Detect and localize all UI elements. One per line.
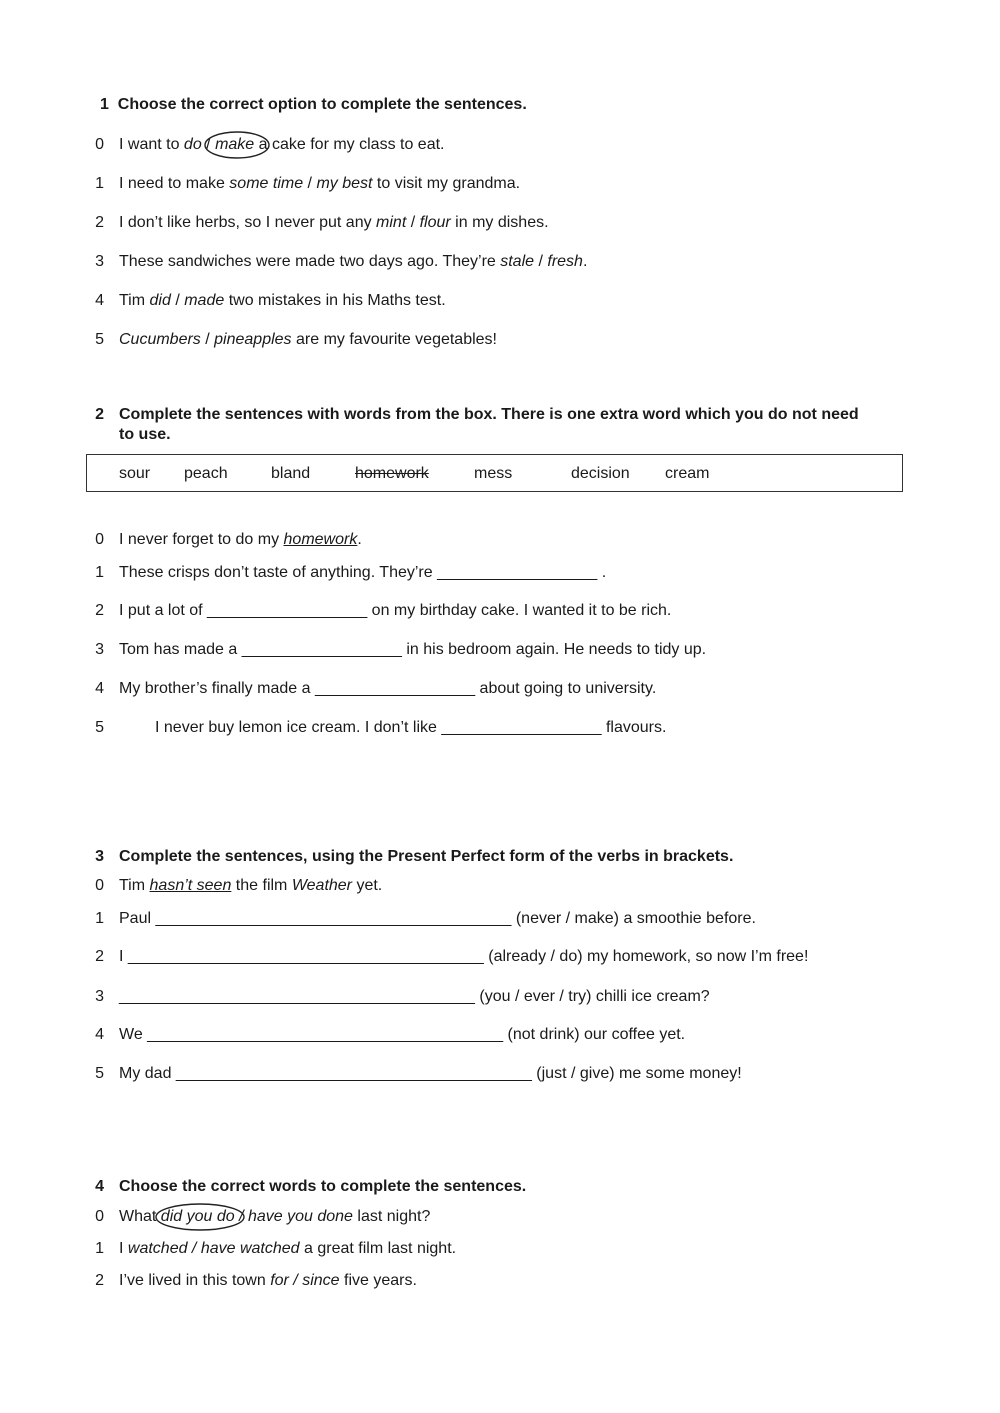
- exercise-2-number: 2: [95, 406, 104, 423]
- item-number: 3: [95, 988, 104, 1005]
- item-number: 1: [95, 175, 104, 192]
- exercise-3-item-2: I ________________________________________ (already / do) my homework, so now I’m free!: [119, 948, 809, 965]
- exercise-3-heading: Complete the sentences, using the Present Perfect form of the verbs in brackets.: [119, 848, 734, 865]
- item-number: 0: [95, 136, 104, 153]
- exercise-4-item-0: What did you do / have you done last night?: [119, 1208, 430, 1226]
- exercise-1-item-1: I need to make some time / my best to visit my grandma.: [119, 175, 521, 192]
- exercise-4-number: 4: [95, 1178, 104, 1195]
- exercise-2-item-5: I never buy lemon ice cream. I don’t like __________________ flavours.: [155, 719, 667, 736]
- exercise-4-heading: Choose the correct words to complete the sentences.: [119, 1178, 527, 1195]
- exercise-3-number: 3: [95, 848, 104, 865]
- exercise-2-item-4: My brother’s finally made a __________________ about going to university.: [119, 680, 657, 697]
- exercise-3-item-1: Paul ________________________________________ (never / make) a smoothie before.: [119, 910, 756, 927]
- item-number: 4: [95, 680, 104, 697]
- circled-answer: did you do: [161, 1208, 235, 1226]
- exercise-1-item-0: I want to do / make a cake for my class to eat.: [119, 136, 444, 154]
- item-number: 2: [95, 948, 104, 965]
- word-box-item: sour: [119, 465, 151, 482]
- exercise-2-heading-line2: to use.: [119, 426, 171, 443]
- exercise-1-item-4: Tim did / made two mistakes in his Maths test.: [119, 292, 446, 309]
- item-number: 1: [95, 910, 104, 927]
- exercise-1-heading: 1 Choose the correct option to complete the sentences.: [100, 96, 527, 113]
- item-number: 4: [95, 292, 104, 309]
- item-number: 5: [95, 719, 104, 736]
- item-number: 0: [95, 531, 104, 548]
- item-number: 5: [95, 331, 104, 348]
- item-number: 1: [95, 564, 104, 581]
- item-number: 1: [95, 1240, 104, 1257]
- exercise-2-item-1: These crisps don’t taste of anything. They’re __________________ .: [119, 564, 607, 581]
- item-number: 0: [95, 877, 104, 894]
- item-number: 5: [95, 1065, 104, 1082]
- exercise-3-item-3: ________________________________________ (you / ever / try) chilli ice cream?: [119, 988, 710, 1005]
- word-box-item: bland: [271, 465, 311, 482]
- item-number: 0: [95, 1208, 104, 1225]
- exercise-1-item-3: These sandwiches were made two days ago. They’re stale / fresh.: [119, 253, 588, 270]
- exercise-4-item-2: I’ve lived in this town for / since five years.: [119, 1272, 417, 1289]
- word-box-item: cream: [665, 465, 710, 482]
- exercise-4-item-1: I watched / have watched a great film last night.: [119, 1240, 457, 1257]
- item-number: 3: [95, 253, 104, 270]
- answer-circle: [153, 1202, 237, 1232]
- circled-answer: make: [215, 136, 254, 154]
- exercise-2-heading: Complete the sentences with words from the box. There is one extra word which you do not need: [119, 406, 859, 423]
- word-box: [86, 454, 903, 492]
- exercise-3-item-4: We ________________________________________ (not drink) our coffee yet.: [119, 1026, 686, 1043]
- exercise-2-item-2: I put a lot of __________________ on my birthday cake. I wanted it to be rich.: [119, 602, 672, 619]
- exercise-2-item-0: I never forget to do my homework.: [119, 531, 362, 548]
- exercise-1-item-2: I don’t like herbs, so I never put any mint / flour in my dishes.: [119, 214, 549, 231]
- exercise-1-item-5: Cucumbers / pineapples are my favourite vegetables!: [119, 331, 497, 348]
- word-box-item: mess: [474, 465, 513, 482]
- item-number: 3: [95, 641, 104, 658]
- exercise-3-item-5: My dad ________________________________________ (just / give) me some money!: [119, 1065, 742, 1082]
- item-number: 4: [95, 1026, 104, 1043]
- exercise-2-item-3: Tom has made a __________________ in his bedroom again. He needs to tidy up.: [119, 641, 707, 658]
- item-number: 2: [95, 1272, 104, 1289]
- word-box-item: peach: [184, 465, 228, 482]
- word-box-item-crossed: homework: [355, 465, 429, 482]
- item-number: 2: [95, 214, 104, 231]
- answer-circle: [207, 130, 267, 160]
- exercise-3-item-0: Tim hasn’t seen the film Weather yet.: [119, 877, 383, 894]
- item-number: 2: [95, 602, 104, 619]
- word-box-item: decision: [571, 465, 630, 482]
